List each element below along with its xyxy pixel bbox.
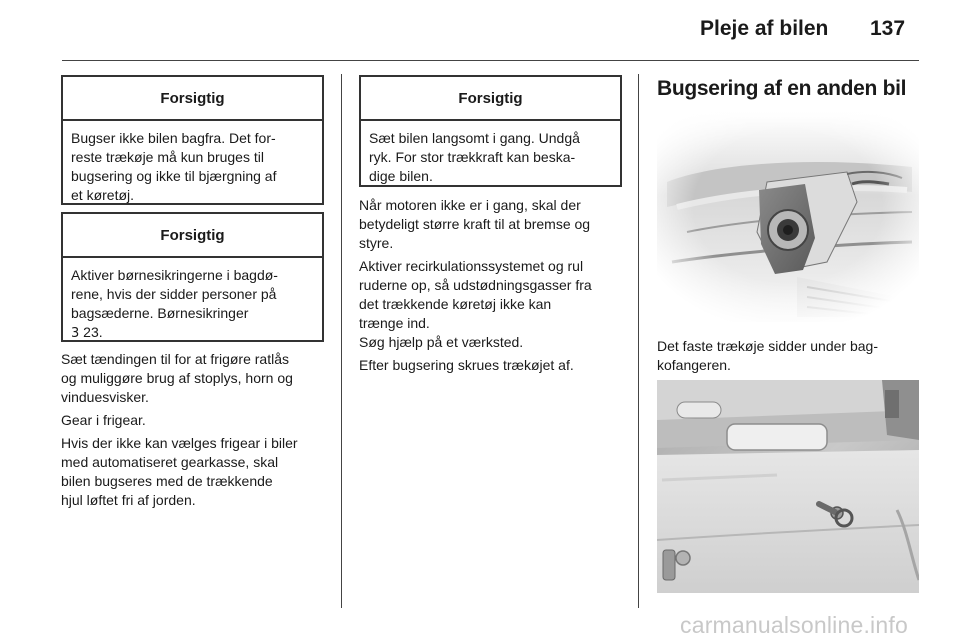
tow-eye-drawing <box>657 112 919 322</box>
text-line: Gear i frigear. <box>61 412 146 428</box>
rear-bumper-illustration <box>657 380 919 593</box>
page-number: 137 <box>870 17 906 40</box>
caution-box-3 <box>359 75 622 187</box>
caution-heading: Forsigtig <box>63 214 322 258</box>
paragraph <box>61 350 336 407</box>
section-title: Bugsering af en anden bil <box>657 77 907 100</box>
text-line: dige bilen. <box>369 168 433 184</box>
caution-heading: Forsigtig <box>63 77 322 121</box>
text-line: Bugser ikke bilen bagfra. Det for- <box>71 130 276 146</box>
paragraph <box>359 356 634 375</box>
text-line: bugsering og ikke til bjærgning af <box>71 168 277 184</box>
figure-caption <box>657 337 919 375</box>
text-line: vinduesvisker. <box>61 389 149 405</box>
reference-page: 23. <box>79 324 103 340</box>
column-divider-1 <box>341 74 342 608</box>
caution-text <box>63 258 322 351</box>
text-line: Aktiver børnesikringerne i bagdø- <box>71 267 278 283</box>
text-line: bagsæderne. Børnesikringer <box>71 305 249 321</box>
text-line: hjul løftet fri af jorden. <box>61 492 196 508</box>
rear-bumper-drawing <box>657 380 919 593</box>
text-line: et køretøj. <box>71 187 135 203</box>
paragraph <box>359 333 634 352</box>
text-line: ruderne op, så udstødningsgasser fra <box>359 277 592 293</box>
text-line: og muliggøre brug af stoplys, horn og <box>61 370 293 386</box>
text-line: ryk. For stor trækkraft kan beska- <box>369 149 576 165</box>
caution-text <box>361 121 620 194</box>
text-line: bilen bugseres med de trækkende <box>61 473 273 489</box>
text-line: reste trækøje må kun bruges til <box>71 149 264 165</box>
paragraph <box>359 196 634 253</box>
text-line: det trækkende køretøj ikke kan <box>359 296 552 312</box>
text-line: rene, hvis der sidder personer på <box>71 286 277 302</box>
text-line: kofangeren. <box>657 357 731 373</box>
paragraph <box>359 257 634 333</box>
text-line: Søg hjælp på et værksted. <box>359 334 524 350</box>
text-line: Aktiver recirkulationssystemet og rul <box>359 258 584 274</box>
header-rule <box>62 60 919 61</box>
watermark: carmanualsonline.info <box>680 612 908 638</box>
tow-eye-illustration <box>657 112 919 322</box>
caution-box-1 <box>61 75 324 205</box>
column-divider-2 <box>638 74 639 608</box>
caution-box-2 <box>61 212 324 342</box>
text-line: trænge ind. <box>359 315 430 331</box>
caution-text <box>63 121 322 213</box>
text-line: Når motoren ikke er i gang, skal der <box>359 197 581 213</box>
text-line: Efter bugsering skrues trækøjet af. <box>359 357 574 373</box>
paragraph <box>61 411 336 430</box>
running-header-title: Pleje af bilen <box>700 17 829 40</box>
text-line: styre. <box>359 235 394 251</box>
reference-arrow-icon: 3 <box>71 326 80 341</box>
text-line: Sæt bilen langsomt i gang. Undgå <box>369 130 580 146</box>
text-line: Sæt tændingen til for at frigøre ratlås <box>61 351 289 367</box>
text-line: betydeligt større kraft til at bremse og <box>359 216 591 232</box>
text-line: med automatiseret gearkasse, skal <box>61 454 279 470</box>
page-reference[interactable] <box>71 323 314 343</box>
text-line: Det faste trækøje sidder under bag- <box>657 338 878 354</box>
paragraph <box>61 434 336 510</box>
text-line: Hvis der ikke kan vælges frigear i biler <box>61 435 298 451</box>
caution-heading: Forsigtig <box>361 77 620 121</box>
